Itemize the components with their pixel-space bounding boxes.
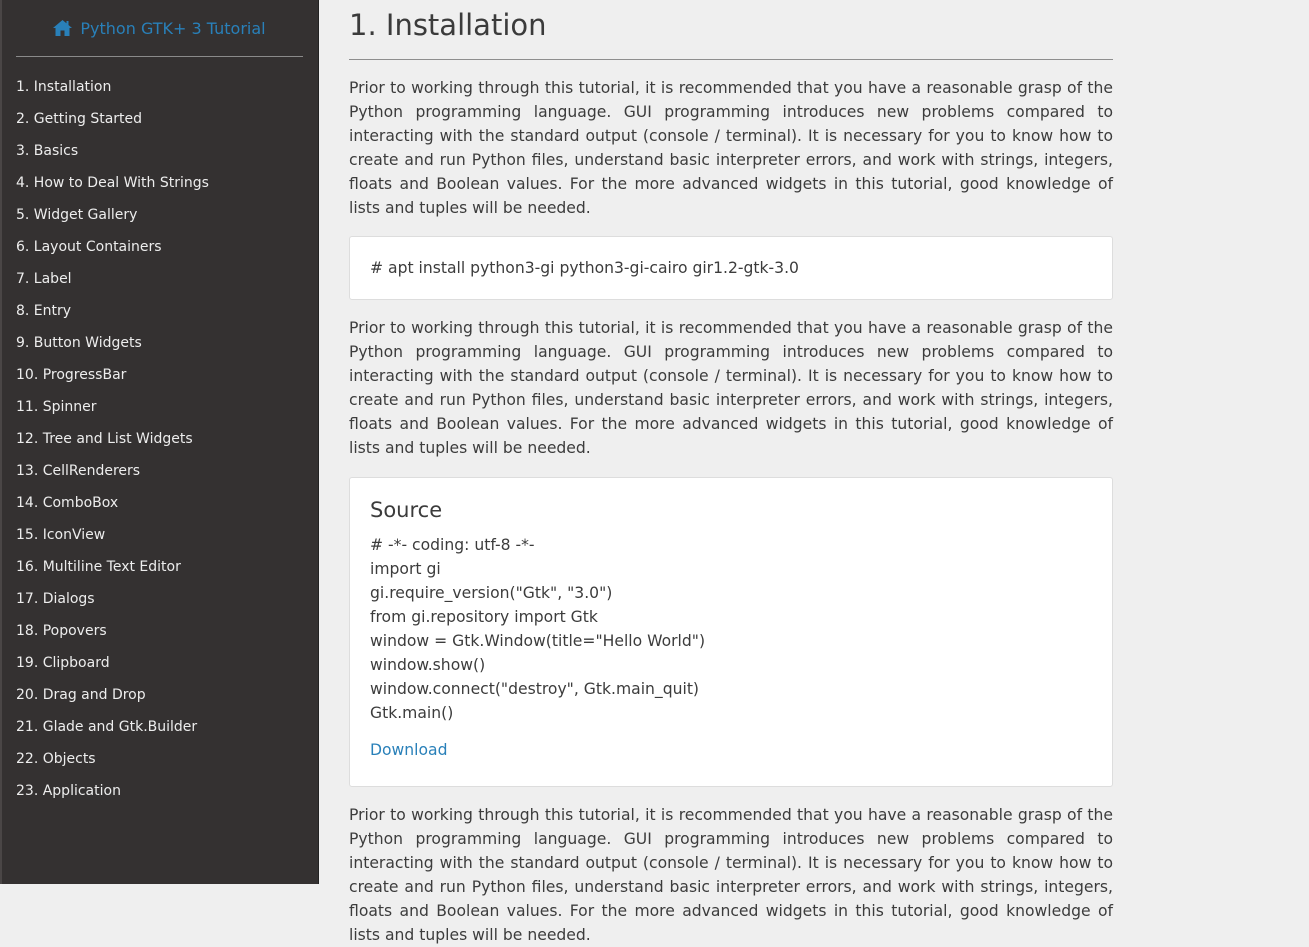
sidebar-item[interactable]: 3. Basics xyxy=(16,143,79,159)
sidebar-item[interactable]: 4. How to Deal With Strings xyxy=(16,175,209,191)
sidebar-item[interactable]: 11. Spinner xyxy=(16,399,97,415)
code-line: Gtk.main() xyxy=(370,704,454,722)
sidebar-item[interactable]: 5. Widget Gallery xyxy=(16,207,138,223)
sidebar-item[interactable]: 13. CellRenderers xyxy=(16,463,141,479)
sidebar-item[interactable]: 14. ComboBox xyxy=(16,495,119,511)
code-line: from gi.repository import Gtk xyxy=(370,608,598,626)
sidebar-item[interactable]: 18. Popovers xyxy=(16,623,107,639)
brand-link[interactable] xyxy=(16,0,303,57)
sidebar-item[interactable]: 10. ProgressBar xyxy=(16,367,127,383)
sidebar-item[interactable]: 22. Objects xyxy=(16,751,96,767)
source-code xyxy=(370,533,1092,725)
main-content xyxy=(349,0,1113,947)
sidebar-item[interactable]: 23. Application xyxy=(16,783,121,799)
code-line: window.connect("destroy", Gtk.main_quit) xyxy=(370,680,700,698)
sidebar-item[interactable]: 12. Tree and List Widgets xyxy=(16,431,193,447)
sidebar-item[interactable]: 1. Installation xyxy=(16,79,112,95)
sidebar-item[interactable]: 21. Glade and Gtk.Builder xyxy=(16,719,198,735)
page-title: 1. Installation xyxy=(349,0,1113,60)
home-icon xyxy=(53,20,72,36)
second-paragraph: Prior to working through this tutorial, it is recommended that you have a reasonable grasp of the Python programming language. GUI programming introduces new problems compared to interacting with the standard output (console / terminal). It is necessary for you to know how to create and run Python files, understand basic interpreter errors, and work with strings, integers, floats and Boolean values. For the more advanced widgets in this tutorial, good knowledge of lists and tuples will be needed. xyxy=(349,319,1113,457)
sidebar-item[interactable]: 16. Multiline Text Editor xyxy=(16,559,181,575)
sidebar-item[interactable]: 9. Button Widgets xyxy=(16,335,142,351)
sidebar-nav xyxy=(0,57,318,807)
source-title: Source xyxy=(370,498,443,522)
intro-paragraph: Prior to working through this tutorial, it is recommended that you have a reasonable grasp of the Python programming language. GUI programming introduces new problems compared to interacting with the standard output (console / terminal). It is necessary for you to know how to create and run Python files, understand basic interpreter errors, and work with strings, integers, floats and Boolean values. For the more advanced widgets in this tutorial, good knowledge of lists and tuples will be needed. xyxy=(349,79,1113,217)
sidebar-item[interactable]: 8. Entry xyxy=(16,303,72,319)
code-line: window = Gtk.Window(title="Hello World") xyxy=(370,632,706,650)
sidebar-item[interactable]: 15. IconView xyxy=(16,527,106,543)
sidebar-scroll-edge xyxy=(0,0,2,884)
install-command: # apt install python3-gi python3-gi-cairo gir1.2-gtk-3.0 xyxy=(370,259,799,277)
source-card xyxy=(349,477,1113,787)
sidebar xyxy=(0,0,319,884)
sidebar-item[interactable]: 19. Clipboard xyxy=(16,655,110,671)
sidebar-item[interactable]: 7. Label xyxy=(16,271,72,287)
brand-label: Python GTK+ 3 Tutorial xyxy=(80,18,266,38)
download-link[interactable]: Download xyxy=(370,741,448,759)
sidebar-item[interactable]: 6. Layout Containers xyxy=(16,239,162,255)
sidebar-item[interactable]: 2. Getting Started xyxy=(16,111,143,127)
sidebar-item[interactable]: 20. Drag and Drop xyxy=(16,687,146,703)
install-command-box xyxy=(349,236,1113,300)
third-paragraph: Prior to working through this tutorial, it is recommended that you have a reasonable grasp of the Python programming language. GUI programming introduces new problems compared to interacting with the standard output (console / terminal). It is necessary for you to know how to create and run Python files, understand basic interpreter errors, and work with strings, integers, floats and Boolean values. For the more advanced widgets in this tutorial, good knowledge of lists and tuples will be needed. xyxy=(349,806,1113,944)
code-line: gi.require_version("Gtk", "3.0") xyxy=(370,584,613,602)
code-line: window.show() xyxy=(370,656,486,674)
sidebar-item[interactable]: 17. Dialogs xyxy=(16,591,95,607)
code-line: import gi xyxy=(370,560,441,578)
code-line: # -*- coding: utf-8 -*- xyxy=(370,536,535,554)
